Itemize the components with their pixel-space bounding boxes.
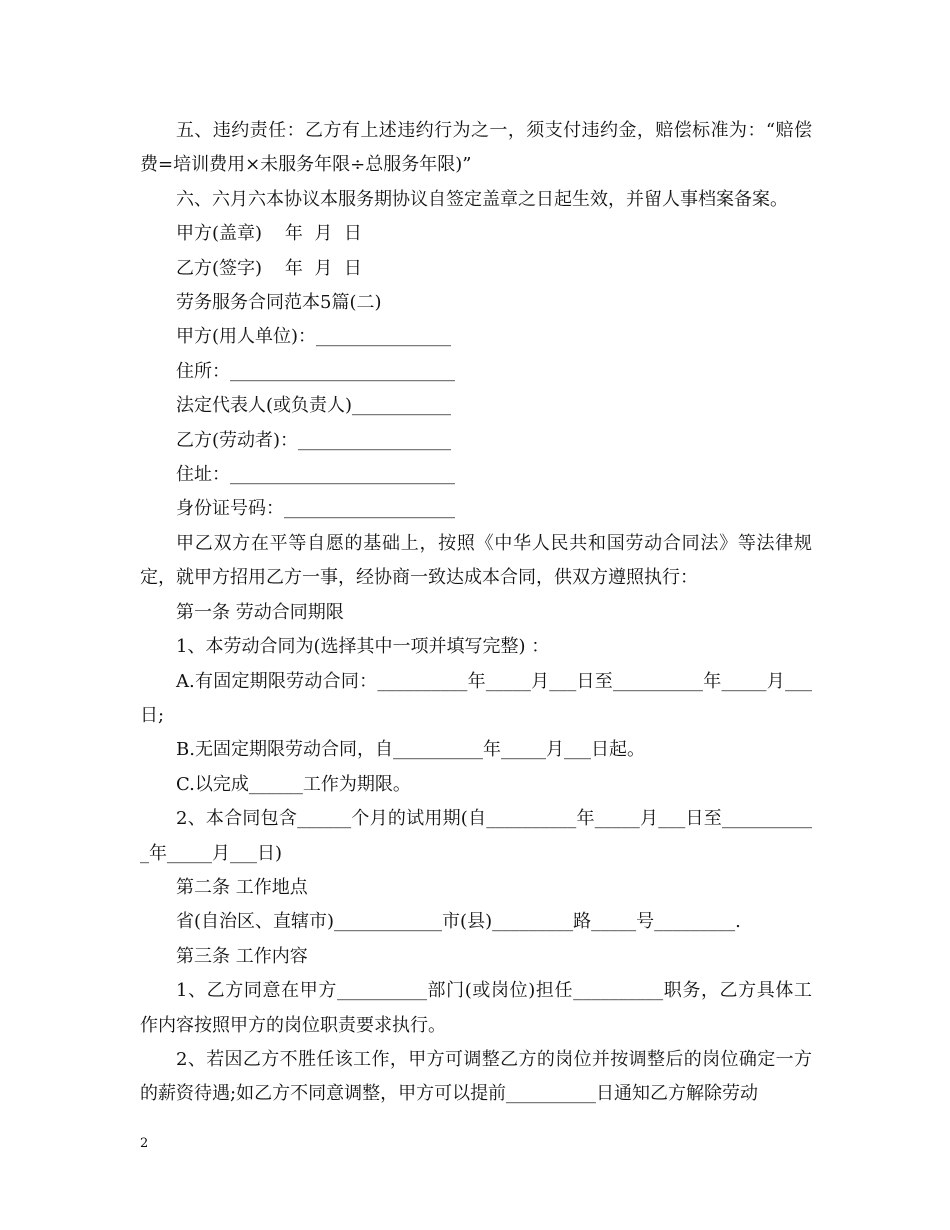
- paragraph-effective-date: 六、六月六本协议本服务期协议自签定盖章之日起生效，并留人事档案备案。: [176, 188, 788, 210]
- clause-contract-type: 1、本劳动合同为(选择其中一项并填写完整) ：: [176, 636, 550, 658]
- clause-task-based: C.以完成______工作为期限。: [176, 773, 411, 795]
- article-two-heading: 第二条 工作地点: [176, 876, 308, 898]
- article-one-heading: 第一条 劳动合同期限: [176, 601, 344, 623]
- clause-fixed-term: A.有固定期限劳动合同：__________年_____月___日至__________年_____月___日;: [140, 670, 812, 726]
- clause-open-ended: B.无固定期限劳动合同，自__________年_____月___日起。: [176, 739, 645, 761]
- field-legal-representative: 法定代表人(或负责人)___________: [176, 395, 452, 417]
- clause-work-location: 省(自治区、直辖市)____________市(县)_________路_____号_________.: [176, 911, 741, 933]
- paragraph-breach-liability: 五、违约责任：乙方有上述违约行为之一，须支付违约金，赔偿标准为：“赔偿费=培训费用×未服务年限÷总服务年限)”: [140, 120, 812, 176]
- field-address: 住址：_________________________: [176, 464, 455, 486]
- clause-probation: 2、本合同包含______个月的试用期(自__________年_____月___日至___________年_____月___日): [140, 808, 812, 864]
- page-number: 2: [140, 1136, 149, 1151]
- field-employer: 甲方(用人单位)：_______________: [176, 326, 452, 348]
- party-b-signature-line: 乙方(签字) 年 月 日: [176, 257, 362, 279]
- document-body: [140, 114, 812, 1112]
- field-id-number: 身份证号码：___________________: [176, 498, 455, 520]
- paragraph-preamble: 甲乙双方在平等自愿的基础上，按照《中华人民共和国劳动合同法》等法律规定，就甲方招用乙方一事，经协商一致达成本合同，供双方遵照执行：: [140, 532, 812, 589]
- clause-job-adjustment: 2、若因乙方不胜任该工作，甲方可调整乙方的岗位并按调整后的岗位确定一方的薪资待遇;如乙方不同意调整，甲方可以提前__________日通知乙方解除劳动: [140, 1048, 812, 1105]
- field-residence: 住所：_________________________: [176, 360, 455, 382]
- section-heading-contract-two: 劳务服务合同范本5篇(二): [176, 292, 382, 314]
- article-three-heading: 第三条 工作内容: [176, 945, 308, 967]
- clause-job-position: 1、乙方同意在甲方__________部门(或岗位)担任__________职务，乙方具体工作内容按照甲方的岗位职责要求执行。: [140, 980, 812, 1036]
- field-employee: 乙方(劳动者)：_________________: [176, 429, 452, 451]
- party-a-seal-line: 甲方(盖章) 年 月 日: [176, 223, 362, 245]
